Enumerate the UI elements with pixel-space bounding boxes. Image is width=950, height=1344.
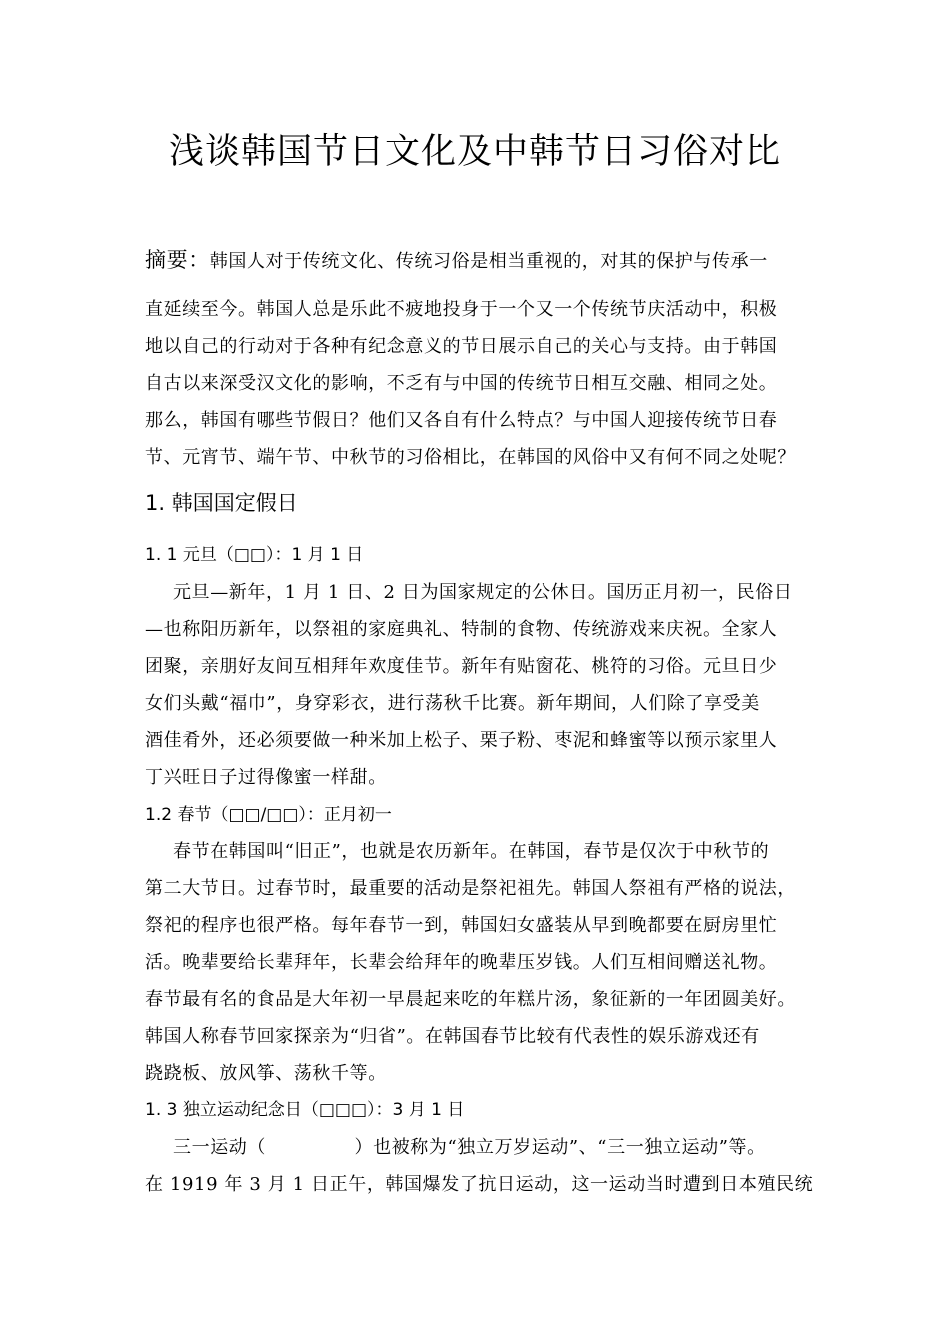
paragraph-line: 团聚，亲朋好友间互相拜年欢度佳节。新年有贴窗花、桃符的习俗。元旦日少 bbox=[145, 656, 778, 677]
paragraph-line: 在 1919 年 3 月 1 日正午，韩国爆发了抗日运动，这一运动当时遭到日本殖民统 bbox=[145, 1174, 814, 1195]
paragraph-line: 女们头戴“福巾”，身穿彩衣，进行荡秋千比赛。新年期间，人们除了享受美 bbox=[145, 693, 760, 714]
paragraph-line: 酒佳肴外，还必须要做一种米加上松子、栗子粉、枣泥和蜂蜜等以预示家里人 bbox=[145, 730, 778, 751]
paragraph-line: 第二大节日。过春节时，最重要的活动是祭祀祖先。韩国人祭祖有严格的说法， bbox=[145, 878, 796, 899]
subheading-spring-festival: 1.2 春节（□□/□□）：正月初一 bbox=[145, 805, 392, 825]
abstract-first-text: 韩国人对于传统文化、传统习俗是相当重视的，对其的保护与传承一 bbox=[209, 251, 768, 272]
paragraph-line: 春节最有名的食品是大年初一早晨起来吃的年糕片汤，象征新的一年团圆美好。 bbox=[145, 989, 796, 1010]
paragraph-independence-day bbox=[145, 1129, 815, 1203]
paragraph-line: 韩国人称春节回家探亲为“归省”。在韩国春节比较有代表性的娱乐游戏还有 bbox=[145, 1026, 760, 1047]
paragraph-spring-festival bbox=[145, 833, 815, 1092]
abstract-label: 摘要： bbox=[145, 248, 210, 272]
abstract-line: 地以自己的行动对于各种有纪念意义的节日展示自己的关心与支持。由于韩国 bbox=[145, 336, 778, 357]
abstract-first-line bbox=[145, 243, 815, 279]
paragraph-line: —也称阳历新年，以祭祖的家庭典礼、特制的食物、传统游戏来庆祝。全家人 bbox=[145, 619, 778, 640]
abstract-line: 那么，韩国有哪些节假日？他们又各自有什么特点？与中国人迎接传统节日春 bbox=[145, 410, 778, 431]
paragraph-line: 丁兴旺日子过得像蜜一样甜。 bbox=[145, 767, 387, 788]
paragraph-line: 三一运动（ ）也被称为“独立万岁运动”、“三一独立运动”等。 bbox=[173, 1137, 766, 1158]
abstract-line: 直延续至今。韩国人总是乐此不疲地投身于一个又一个传统节庆活动中，积极 bbox=[145, 299, 778, 320]
subheading-independence-day: 1. 3 独立运动纪念日（□□□）：3 月 1 日 bbox=[145, 1100, 465, 1120]
paragraph-line: 元旦—新年，1 月 1 日、2 日为国家规定的公休日。国历正月初一，民俗日 bbox=[173, 582, 793, 603]
abstract-body bbox=[145, 291, 815, 476]
abstract-line: 自古以来深受汉文化的影响，不乏有与中国的传统节日相互交融、相同之处。 bbox=[145, 373, 778, 394]
paragraph-line: 祭祀的程序也很严格。每年春节一到，韩国妇女盛装从早到晚都要在厨房里忙 bbox=[145, 915, 778, 936]
paragraph-line: 活。晚辈要给长辈拜年，长辈会给拜年的晚辈压岁钱。人们互相间赠送礼物。 bbox=[145, 952, 778, 973]
document-title: 浅谈韩国节日文化及中韩节日习俗对比 bbox=[168, 132, 781, 172]
paragraph-line: 春节在韩国叫“旧正”，也就是农历新年。在韩国，春节是仅次于中秋节的 bbox=[173, 841, 770, 862]
paragraph-new-year bbox=[145, 574, 815, 796]
abstract-line: 节、元宵节、端午节、中秋节的习俗相比，在韩国的风俗中又有何不同之处呢？ bbox=[145, 447, 796, 468]
section-heading-national-holidays: 1. 韩国国定假日 bbox=[145, 491, 298, 515]
subheading-new-year: 1. 1 元旦（□□）：1 月 1 日 bbox=[145, 545, 364, 565]
paragraph-line: 跷跷板、放风筝、荡秋千等。 bbox=[145, 1063, 387, 1084]
